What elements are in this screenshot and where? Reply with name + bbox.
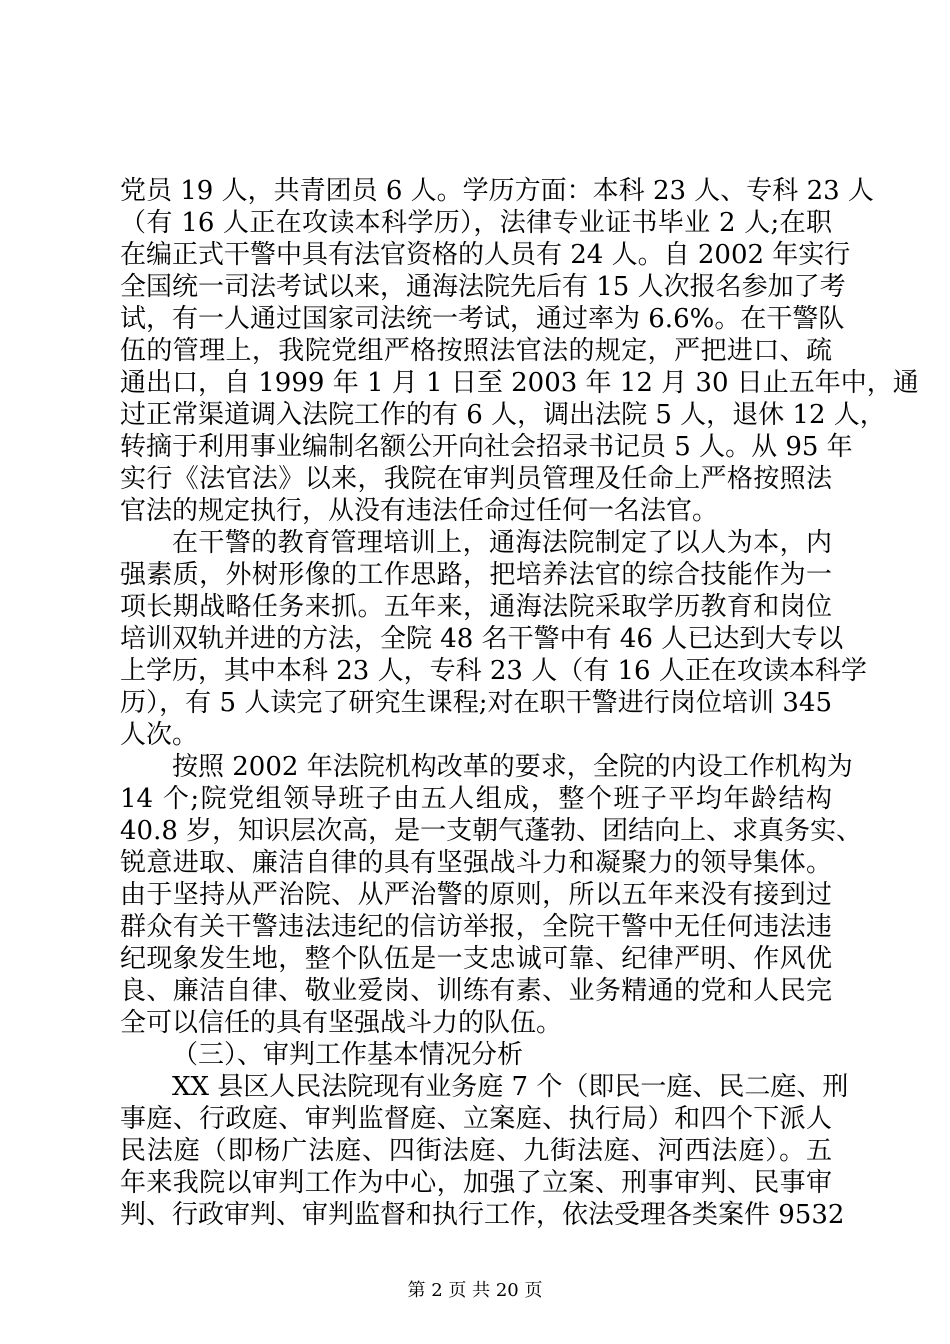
text-line: 人次。 [120,720,199,750]
text-line: 实行《法官法》以来，我院在审判员管理及任命上严格按照法 [120,464,832,494]
text-line: （有 16 人正在攻读本科学历），法律专业证书毕业 2 人;在职 [120,208,832,238]
text-line: 培训双轨并进的方法，全院 48 名干警中有 46 人已达到大专以 [120,624,844,654]
text-line: 判、行政审判、审判监督和执行工作，依法受理各类案件 9532 [120,1200,845,1230]
text-line: 40.8 岁，知识层次高，是一支朝气蓬勃、团结向上、求真务实、 [120,816,863,846]
text-line: 纪现象发生地，整个队伍是一支忠诚可靠、纪律严明、作风优 [120,944,832,974]
text-line: 年来我院以审判工作为中心，加强了立案、刑事审判、民事审 [120,1168,832,1198]
text-line: 民法庭（即杨广法庭、四街法庭、九街法庭、河西法庭）。五 [120,1136,832,1166]
text-line: 通出口，自 1999 年 1 月 1 日至 2003 年 12 月 30 日止五年中，通 [120,368,919,398]
text-line: 历），有 5 人读完了研究生课程;对在职干警进行岗位培训 345 [120,688,832,718]
text-line: 在编正式干警中具有法官资格的人员有 24 人。自 2002 年实行 [120,240,851,270]
text-line: 14 个;院党组领导班子由五人组成，整个班子平均年龄结构 [120,784,832,814]
section-heading: （三）、审判工作基本情况分析 [172,1040,524,1070]
text-line: 试，有一人通过国家司法统一考试，通过率为 6.6%。在干警队 [120,304,845,334]
paragraph-first-line: XX 县区人民法院现有业务庭 7 个（即民一庭、民二庭、刑 [172,1072,849,1102]
text-line: 强素质，外树形像的工作思路，把培养法官的综合技能作为一 [120,560,832,590]
text-line: 过正常渠道调入法院工作的有 6 人，调出法院 5 人，退休 12 人， [120,400,886,430]
text-line: 事庭、行政庭、审判监督庭、立案庭、执行局）和四个下派人 [120,1104,832,1134]
paragraph-first-line: 在干警的教育管理培训上，通海法院制定了以人为本，内 [172,528,832,558]
text-line: 上学历，其中本科 23 人，专科 23 人（有 16 人正在攻读本科学 [120,656,867,686]
text-line: 伍的管理上，我院党组严格按照法官法的规定，严把进口、疏 [120,336,832,366]
text-line: 转摘于利用事业编制名额公开向社会招录书记员 5 人。从 95 年 [120,432,853,462]
text-line: 全国统一司法考试以来，通海法院先后有 15 人次报名参加了考 [120,272,846,302]
text-line: 良、廉洁自律、敬业爱岗、训练有素、业务精通的党和人民完 [120,976,832,1006]
text-line: 党员 19 人，共青团员 6 人。学历方面：本科 23 人、专科 23 人 [120,176,874,206]
text-line: 锐意进取、廉洁自律的具有坚强战斗力和凝聚力的领导集体。 [120,848,832,878]
text-line: 群众有关干警违法违纪的信访举报，全院干警中无任何违法违 [120,912,832,942]
text-line: 项长期战略任务来抓。五年来，通海法院采取学历教育和岗位 [120,592,832,622]
text-line: 由于坚持从严治院、从严治警的原则，所以五年来没有接到过 [120,880,832,910]
text-line: 官法的规定执行，从没有违法任命过任何一名法官。 [120,496,719,526]
text-line: 全可以信任的具有坚强战斗力的队伍。 [120,1008,563,1038]
paragraph-first-line: 按照 2002 年法院机构改革的要求，全院的内设工作机构为 [172,752,853,782]
page-number-footer: 第 2 页 共 20 页 [407,1280,543,1301]
